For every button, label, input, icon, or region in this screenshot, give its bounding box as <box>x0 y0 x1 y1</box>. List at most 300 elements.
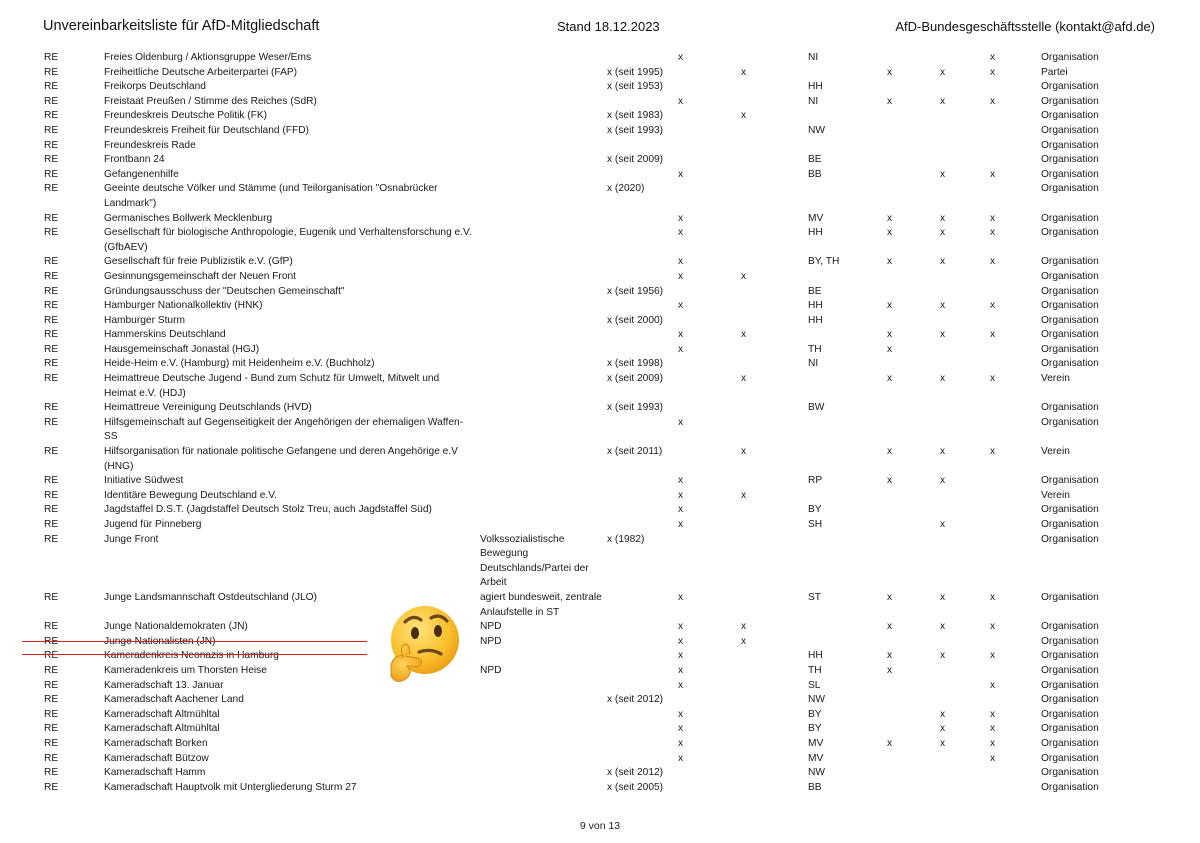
contact-info: AfD-Bundesgeschäftsstelle (kontakt@afd.de) <box>895 19 1155 34</box>
marker-1-cell: x <box>678 256 684 268</box>
marker-5-cell: x <box>990 723 996 735</box>
organization-name: Kameradenkreis um Thorsten Heise <box>104 664 267 676</box>
state-cell: BB <box>808 781 822 793</box>
marker-5-cell: x <box>990 168 996 180</box>
table-row <box>0 693 1200 708</box>
since-cell: x (seit 1998) <box>607 358 664 370</box>
marker-3-cell: x <box>887 591 893 603</box>
marker-2-cell: x <box>741 270 747 282</box>
organization-name: Gefangenenhilfe <box>104 168 179 180</box>
table-row <box>0 752 1200 767</box>
type-cell: Partei <box>1041 66 1068 78</box>
marker-5-cell: x <box>990 300 996 312</box>
table-row <box>0 766 1200 781</box>
table-row <box>0 182 1200 211</box>
category-cell: RE <box>44 227 59 239</box>
table-row <box>0 664 1200 679</box>
since-cell: x (seit 1983) <box>607 110 664 122</box>
marker-1-cell: x <box>678 416 684 428</box>
table-row <box>0 518 1200 533</box>
type-cell: Organisation <box>1041 343 1099 355</box>
marker-5-cell: x <box>990 621 996 633</box>
category-cell: RE <box>44 621 59 633</box>
marker-5-cell: x <box>990 752 996 764</box>
red-underline-2 <box>22 654 367 655</box>
type-cell: Organisation <box>1041 708 1099 720</box>
organization-name: Hausgemeinschaft Jonastal (HGJ) <box>104 343 260 355</box>
table-row <box>0 124 1200 139</box>
marker-4-cell: x <box>940 621 946 633</box>
table-row <box>0 226 1200 255</box>
type-cell: Organisation <box>1041 752 1099 764</box>
marker-5-cell: x <box>990 212 996 224</box>
table-row <box>0 708 1200 723</box>
marker-5-cell: x <box>990 679 996 691</box>
type-cell: Organisation <box>1041 300 1099 312</box>
marker-2-cell: x <box>741 446 747 458</box>
category-cell: RE <box>44 66 59 78</box>
marker-1-cell: x <box>678 227 684 239</box>
marker-4-cell: x <box>940 737 946 749</box>
type-cell: Verein <box>1041 446 1070 458</box>
organization-name: Freundeskreis Rade <box>104 139 196 151</box>
type-cell: Organisation <box>1041 314 1099 326</box>
organization-name: Freies Oldenburg / Aktionsgruppe Weser/Ems <box>104 52 312 63</box>
type-cell: Organisation <box>1041 256 1099 268</box>
marker-5-cell: x <box>990 708 996 720</box>
marker-4-cell: x <box>940 373 946 385</box>
category-cell: RE <box>44 416 59 428</box>
organization-name: Hamburger Sturm <box>104 314 185 326</box>
page-number: 9 von 13 <box>579 820 621 832</box>
state-cell: BY <box>808 504 822 516</box>
type-cell: Organisation <box>1041 767 1099 779</box>
category-cell: RE <box>44 402 59 414</box>
note-cell: NPD <box>480 635 502 647</box>
marker-1-cell: x <box>678 52 684 63</box>
table-row <box>0 620 1200 635</box>
state-cell: MV <box>808 212 824 224</box>
marker-3-cell: x <box>887 227 893 239</box>
since-cell: x (seit 2011) <box>607 446 663 458</box>
organization-name: Kameradschaft Borken <box>104 737 208 749</box>
category-cell: RE <box>44 664 59 676</box>
type-cell: Organisation <box>1041 402 1099 414</box>
state-cell: NI <box>808 95 819 107</box>
marker-3-cell: x <box>887 95 893 107</box>
type-cell: Organisation <box>1041 519 1099 530</box>
marker-3-cell: x <box>887 446 893 458</box>
marker-4-cell: x <box>940 300 946 312</box>
stand-date: Stand 18.12.2023 <box>557 19 660 34</box>
organization-name: Gründungsausschuss der "Deutschen Gemeinschaft" <box>104 285 345 297</box>
marker-4-cell: x <box>940 66 946 78</box>
since-cell: x (2020) <box>607 183 645 195</box>
organization-name: Kameradschaft Aachener Land <box>104 694 244 706</box>
since-cell: x (seit 1953) <box>607 81 664 93</box>
category-cell: RE <box>44 694 59 706</box>
marker-3-cell: x <box>887 373 893 385</box>
marker-1-cell: x <box>678 168 684 180</box>
state-cell: TH <box>808 664 822 676</box>
marker-5-cell: x <box>990 329 996 341</box>
table-row <box>0 299 1200 314</box>
state-cell: BB <box>808 168 822 180</box>
marker-2-cell: x <box>741 489 747 501</box>
marker-1-cell: x <box>678 212 684 224</box>
type-cell: Organisation <box>1041 212 1099 224</box>
type-cell: Organisation <box>1041 504 1099 516</box>
category-cell: RE <box>44 110 59 122</box>
organization-name: Jugend für Pinneberg <box>104 519 202 530</box>
state-cell: NI <box>808 52 819 63</box>
state-cell: BW <box>808 402 825 414</box>
type-cell: Verein <box>1041 489 1070 501</box>
marker-4-cell: x <box>940 227 946 239</box>
marker-4-cell: x <box>940 650 946 662</box>
marker-1-cell: x <box>678 300 684 312</box>
category-cell: RE <box>44 314 59 326</box>
organization-name: Junge Nationaldemokraten (JN) <box>104 621 248 633</box>
since-cell: x (seit 2005) <box>607 781 664 793</box>
organization-name: Frontbann 24 <box>104 154 165 166</box>
type-cell: Organisation <box>1041 329 1099 341</box>
type-cell: Organisation <box>1041 723 1099 735</box>
state-cell: BY <box>808 708 822 720</box>
document-title: Unvereinbarkeitsliste für AfD-Mitgliedschaft <box>43 18 320 34</box>
marker-3-cell: x <box>887 737 893 749</box>
marker-5-cell: x <box>990 66 996 78</box>
marker-1-cell: x <box>678 708 684 720</box>
thinking-face-icon <box>383 602 461 686</box>
organization-name: Hilfsorganisation für nationale politische Gefangene und deren Angehörige e.V (HNG) <box>104 446 458 472</box>
type-cell: Organisation <box>1041 621 1099 633</box>
type-cell: Organisation <box>1041 227 1099 239</box>
type-cell: Organisation <box>1041 664 1099 676</box>
organization-name: Kameradschaft 13. Januar <box>104 679 224 691</box>
table-row <box>0 503 1200 518</box>
marker-5-cell: x <box>990 591 996 603</box>
category-cell: RE <box>44 270 59 282</box>
marker-1-cell: x <box>678 329 684 341</box>
table-row <box>0 95 1200 110</box>
category-cell: RE <box>44 256 59 268</box>
type-cell: Organisation <box>1041 533 1099 545</box>
table-row <box>0 635 1200 650</box>
marker-3-cell: x <box>887 256 893 268</box>
state-cell: NW <box>808 124 825 136</box>
table-row <box>0 328 1200 343</box>
marker-4-cell: x <box>940 708 946 720</box>
since-cell: x (seit 1993) <box>607 124 664 136</box>
marker-4-cell: x <box>940 95 946 107</box>
marker-4-cell: x <box>940 168 946 180</box>
category-cell: RE <box>44 124 59 136</box>
state-cell: ST <box>808 591 822 603</box>
category-cell: RE <box>44 533 59 545</box>
organization-name: Hammerskins Deutschland <box>104 329 226 341</box>
state-cell: MV <box>808 752 824 764</box>
marker-5-cell: x <box>990 373 996 385</box>
table-row <box>0 445 1200 474</box>
state-cell: BE <box>808 154 822 166</box>
marker-2-cell: x <box>741 373 747 385</box>
category-cell: RE <box>44 708 59 720</box>
organization-name: Freikorps Deutschland <box>104 81 206 93</box>
organization-name: Freundeskreis Deutsche Politik (FK) <box>104 110 268 122</box>
marker-2-cell: x <box>741 110 747 122</box>
type-cell: Organisation <box>1041 416 1099 428</box>
since-cell: x (seit 1956) <box>607 285 664 297</box>
marker-3-cell: x <box>887 475 893 487</box>
category-cell: RE <box>44 519 59 530</box>
organization-name: Junge Nationalisten (JN) <box>104 635 216 647</box>
category-cell: RE <box>44 635 59 647</box>
marker-1-cell: x <box>678 664 684 676</box>
organization-name: Hamburger Nationalkollektiv (HNK) <box>104 300 263 312</box>
category-cell: RE <box>44 212 59 224</box>
category-cell: RE <box>44 183 59 195</box>
marker-1-cell: x <box>678 475 684 487</box>
organization-name: Kameradschaft Altmühltal <box>104 723 220 735</box>
table-row <box>0 649 1200 664</box>
category-cell: RE <box>44 373 59 385</box>
marker-2-cell: x <box>741 66 747 78</box>
category-cell: RE <box>44 343 59 355</box>
table-row <box>0 737 1200 752</box>
marker-3-cell: x <box>887 212 893 224</box>
organization-name: Geeinte deutsche Völker und Stämme (und Teilorganisation "Osnabrücker Landmark") <box>104 183 438 209</box>
marker-3-cell: x <box>887 621 893 633</box>
since-cell: x (1982) <box>607 533 645 545</box>
category-cell: RE <box>44 591 59 603</box>
type-cell: Organisation <box>1041 183 1099 195</box>
marker-1-cell: x <box>678 723 684 735</box>
organization-name: Kameradenkreis Neonazis in Hamburg <box>104 650 279 662</box>
marker-1-cell: x <box>678 621 684 633</box>
since-cell: x (seit 2012) <box>607 694 664 706</box>
table-row <box>0 679 1200 694</box>
marker-5-cell: x <box>990 256 996 268</box>
table-row <box>0 51 1200 66</box>
marker-1-cell: x <box>678 504 684 516</box>
type-cell: Organisation <box>1041 694 1099 706</box>
organization-name: Gesellschaft für biologische Anthropologie, Eugenik und Verhaltensforschung e.V. (GfbAEV) <box>104 227 472 253</box>
type-cell: Organisation <box>1041 154 1099 166</box>
state-cell: HH <box>808 300 823 312</box>
category-cell: RE <box>44 504 59 516</box>
category-cell: RE <box>44 767 59 779</box>
table-row <box>0 401 1200 416</box>
marker-1-cell: x <box>678 591 684 603</box>
table-row <box>0 270 1200 285</box>
table-row <box>0 139 1200 154</box>
category-cell: RE <box>44 650 59 662</box>
marker-3-cell: x <box>887 664 893 676</box>
state-cell: BE <box>808 285 822 297</box>
table-row <box>0 489 1200 504</box>
table-row <box>0 285 1200 300</box>
table-row <box>0 314 1200 329</box>
state-cell: NW <box>808 767 825 779</box>
organization-name: Jagdstaffel D.S.T. (Jagdstaffel Deutsch Stolz Treu, auch Jagdstaffel Süd) <box>104 504 432 516</box>
category-cell: RE <box>44 446 59 458</box>
category-cell: RE <box>44 752 59 764</box>
type-cell: Organisation <box>1041 650 1099 662</box>
category-cell: RE <box>44 723 59 735</box>
since-cell: x (seit 1995) <box>607 66 664 78</box>
type-cell: Organisation <box>1041 679 1099 691</box>
category-cell: RE <box>44 300 59 312</box>
since-cell: x (seit 2000) <box>607 314 664 326</box>
marker-5-cell: x <box>990 227 996 239</box>
type-cell: Organisation <box>1041 475 1099 487</box>
table-row <box>0 591 1200 620</box>
red-underline-1 <box>22 641 367 642</box>
marker-3-cell: x <box>887 343 893 355</box>
marker-2-cell: x <box>741 621 747 633</box>
type-cell: Organisation <box>1041 591 1099 603</box>
organization-name: Gesellschaft für freie Publizistik e.V. (GfP) <box>104 256 293 268</box>
state-cell: SH <box>808 519 823 530</box>
type-cell: Organisation <box>1041 358 1099 370</box>
category-cell: RE <box>44 95 59 107</box>
note-cell: Volkssozialistische Bewegung Deutschlands/Partei der Arbeit <box>480 533 589 589</box>
state-cell: HH <box>808 650 823 662</box>
marker-5-cell: x <box>990 737 996 749</box>
marker-1-cell: x <box>678 650 684 662</box>
type-cell: Organisation <box>1041 635 1099 647</box>
marker-1-cell: x <box>678 752 684 764</box>
marker-5-cell: x <box>990 446 996 458</box>
type-cell: Organisation <box>1041 285 1099 297</box>
type-cell: Organisation <box>1041 110 1099 122</box>
table-row <box>0 416 1200 445</box>
table-row <box>0 255 1200 270</box>
organization-name: Kameradschaft Altmühltal <box>104 708 220 720</box>
organization-name: Kameradschaft Bützow <box>104 752 209 764</box>
table-row <box>0 533 1200 591</box>
organization-name: Junge Front <box>104 533 159 545</box>
marker-1-cell: x <box>678 519 684 530</box>
category-cell: RE <box>44 489 59 501</box>
organization-name: Identitäre Bewegung Deutschland e.V. <box>104 489 277 501</box>
state-cell: TH <box>808 343 822 355</box>
organization-name: Germanisches Bollwerk Mecklenburg <box>104 212 273 224</box>
type-cell: Organisation <box>1041 737 1099 749</box>
marker-1-cell: x <box>678 679 684 691</box>
organization-name: Heimattreue Vereinigung Deutschlands (HVD) <box>104 402 312 414</box>
marker-5-cell: x <box>990 650 996 662</box>
type-cell: Organisation <box>1041 168 1099 180</box>
marker-4-cell: x <box>940 723 946 735</box>
since-cell: x (seit 2009) <box>607 373 664 385</box>
note-cell: agiert bundesweit, zentrale Anlaufstelle in ST <box>480 591 602 618</box>
state-cell: BY <box>808 723 822 735</box>
type-cell: Organisation <box>1041 95 1099 107</box>
type-cell: Organisation <box>1041 81 1099 93</box>
type-cell: Organisation <box>1041 124 1099 136</box>
state-cell: BY, TH <box>808 256 840 268</box>
table-row <box>0 80 1200 95</box>
table-row <box>0 781 1200 796</box>
marker-1-cell: x <box>678 270 684 282</box>
organization-name: Kameradschaft Hauptvolk mit Untergliederung Sturm 27 <box>104 781 357 793</box>
organization-name: Gesinnungsgemeinschaft der Neuen Front <box>104 270 296 282</box>
table-row <box>0 372 1200 401</box>
note-cell: NPD <box>480 621 502 633</box>
table-row <box>0 357 1200 372</box>
table-row <box>0 109 1200 124</box>
marker-2-cell: x <box>741 329 747 341</box>
marker-1-cell: x <box>678 343 684 355</box>
state-cell: MV <box>808 737 824 749</box>
marker-2-cell: x <box>741 635 747 647</box>
type-cell: Organisation <box>1041 781 1099 793</box>
organization-name: Kameradschaft Hamm <box>104 767 206 779</box>
state-cell: HH <box>808 227 823 239</box>
marker-4-cell: x <box>940 475 946 487</box>
state-cell: NI <box>808 358 819 370</box>
marker-4-cell: x <box>940 256 946 268</box>
organization-name: Freundeskreis Freiheit für Deutschland (FFD) <box>104 124 309 136</box>
state-cell: NW <box>808 694 825 706</box>
incompatibility-table <box>0 51 1200 795</box>
marker-5-cell: x <box>990 52 996 63</box>
table-row <box>0 343 1200 358</box>
marker-1-cell: x <box>678 489 684 501</box>
organization-name: Hilfsgemeinschaft auf Gegenseitigkeit der Angehörigen der ehemaligen Waffen-SS <box>104 416 464 443</box>
marker-5-cell: x <box>990 95 996 107</box>
marker-4-cell: x <box>940 446 946 458</box>
state-cell: HH <box>808 81 823 93</box>
marker-4-cell: x <box>940 591 946 603</box>
marker-3-cell: x <box>887 650 893 662</box>
since-cell: x (seit 1993) <box>607 402 664 414</box>
note-cell: NPD <box>480 664 502 676</box>
table-row <box>0 168 1200 183</box>
marker-4-cell: x <box>940 212 946 224</box>
category-cell: RE <box>44 168 59 180</box>
since-cell: x (seit 2009) <box>607 154 664 166</box>
category-cell: RE <box>44 737 59 749</box>
table-row <box>0 722 1200 737</box>
category-cell: RE <box>44 139 59 151</box>
marker-1-cell: x <box>678 95 684 107</box>
state-cell: RP <box>808 475 823 487</box>
type-cell: Organisation <box>1041 139 1099 151</box>
organization-name: Initiative Südwest <box>104 475 184 487</box>
category-cell: RE <box>44 329 59 341</box>
category-cell: RE <box>44 358 59 370</box>
category-cell: RE <box>44 154 59 166</box>
category-cell: RE <box>44 475 59 487</box>
table-row <box>0 153 1200 168</box>
category-cell: RE <box>44 81 59 93</box>
marker-3-cell: x <box>887 66 893 78</box>
organization-name: Heimattreue Deutsche Jugend - Bund zum Schutz für Umwelt, Mitwelt und Heimat e.V. (HDJ) <box>104 373 440 399</box>
type-cell: Verein <box>1041 373 1070 385</box>
state-cell: HH <box>808 314 823 326</box>
type-cell: Organisation <box>1041 270 1099 282</box>
state-cell: SL <box>808 679 821 691</box>
table-row <box>0 474 1200 489</box>
since-cell: x (seit 2012) <box>607 767 664 779</box>
table-row <box>0 212 1200 227</box>
marker-4-cell: x <box>940 329 946 341</box>
type-cell: Organisation <box>1041 52 1099 63</box>
category-cell: RE <box>44 285 59 297</box>
